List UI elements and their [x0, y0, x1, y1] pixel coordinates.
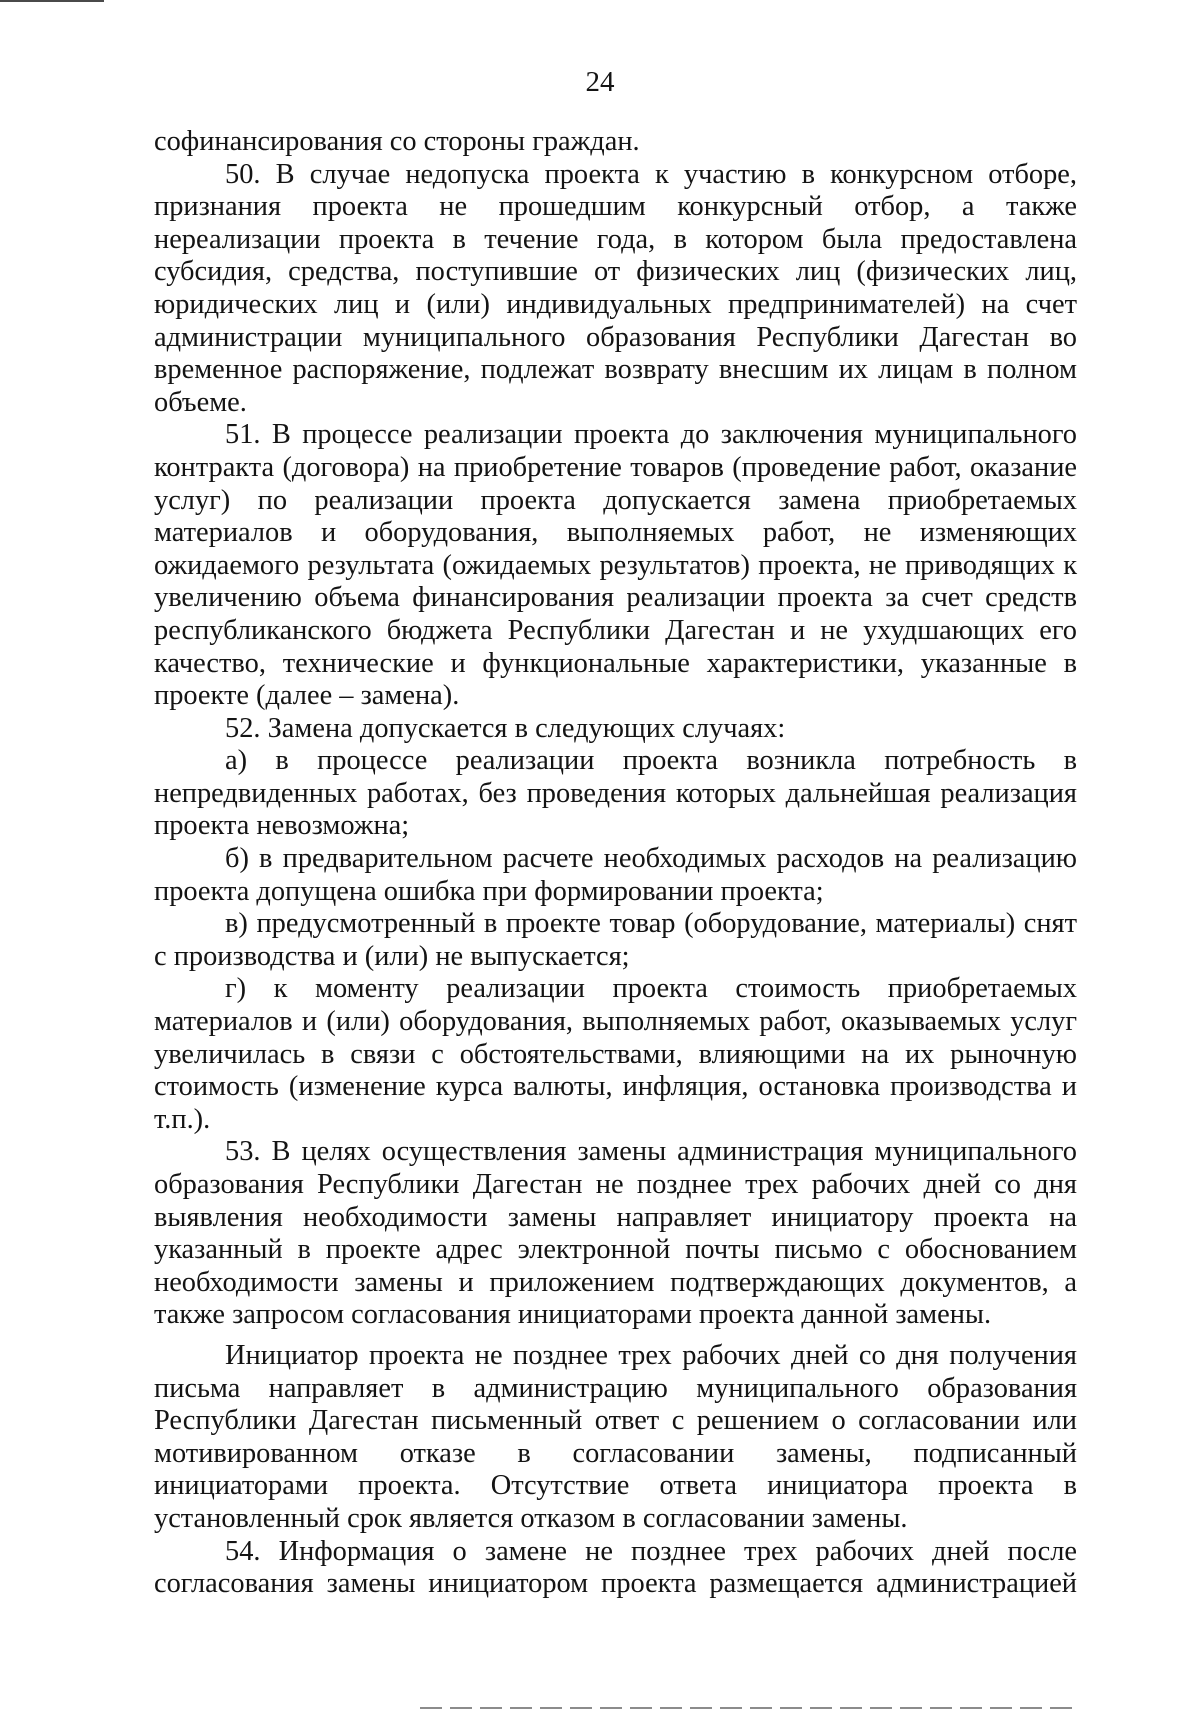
- paragraph-clause-54: 54. Информация о замене не позднее трех рабочих дней после согласования замены инициатором проекта размещается администрацией: [154, 1535, 1077, 1600]
- paragraph-clause-52: 52. Замена допускается в следующих случаях:: [225, 712, 786, 744]
- paragraph-clause-52-a: а) в процессе реализации проекта возникла потребность в непредвиденных работах, без проведения которых дальнейшая реализация проекта невозможна;: [154, 745, 1077, 842]
- paragraph-continuation: софинансирования со стороны граждан.: [154, 126, 640, 157]
- scan-edge-mark-bottom: [420, 1707, 1080, 1709]
- paragraph-clause-50: 50. В случае недопуска проекта к участию в конкурсном отборе, признания проекта не прошедшим конкурсный отбор, а также нереализации проекта в течение года, в котором была предоставлена субсидия, средства, поступившие от физических лиц (физических лиц, юридических лиц и (или) индивидуальных предпринимателей) на счет администрации муниципального образования Республики Дагестан во временное распоряжение, подлежат возврату внесшим их лицам в полном объеме.: [154, 158, 1077, 418]
- paragraph-clause-52-b: б) в предварительном расчете необходимых расходов на реализацию проекта допущена ошибка при формировании проекта;: [154, 843, 1077, 907]
- paragraph-clause-53: 53. В целях осуществления замены администрация муниципального образования Республики Дагестан не позднее трех рабочих дней со дня выявления необходимости замены направляет инициатору проекта на указанный в проекте адрес электронной почты письмо с обоснованием необходимости замены и приложением подтверждающих документов, а также запросом согласования инициаторами проекта данной замены.: [154, 1136, 1077, 1331]
- paragraph-clause-51: 51. В процессе реализации проекта до заключения муниципального контракта (договора) на приобретение товаров (проведение работ, оказание услуг) по реализации проекта допускается замена приобретаемых материалов и оборудования, выполняемых работ, не изменяющих ожидаемого результата (ожидаемых результатов) проекта, не приводящих к увеличению объема финансирования реализации проекта за счет средств республиканского бюджета Республики Дагестан и не ухудшающих его качество, технические и функциональные характеристики, указанные в проекте (далее – замена).: [154, 419, 1077, 712]
- paragraph-clause-52-v: в) предусмотренный в проекте товар (оборудование, материалы) снят с производства и (или) не выпускается;: [154, 908, 1077, 972]
- page-number: 24: [585, 66, 615, 98]
- scan-edge-mark-top: [0, 0, 104, 2]
- paragraph-clause-52-g: г) к моменту реализации проекта стоимость приобретаемых материалов и (или) оборудования, выполняемых работ, оказываемых услуг увеличилась в связи с обстоятельствами, влияющими на их рыночную стоимость (изменение курса валюты, инфляция, остановка производства и т.п.).: [154, 973, 1077, 1135]
- paragraph-initiator-response: Инициатор проекта не позднее трех рабочих дней со дня получения письма направляет в администрацию муниципального образования Республики Дагестан письменный ответ с решением о согласовании или мотивированном отказе в согласовании замены, подписанный инициаторами проекта. Отсутствие ответа инициатора проекта в установленный срок является отказом в согласовании замены.: [154, 1339, 1077, 1534]
- document-body: [154, 126, 1077, 1601]
